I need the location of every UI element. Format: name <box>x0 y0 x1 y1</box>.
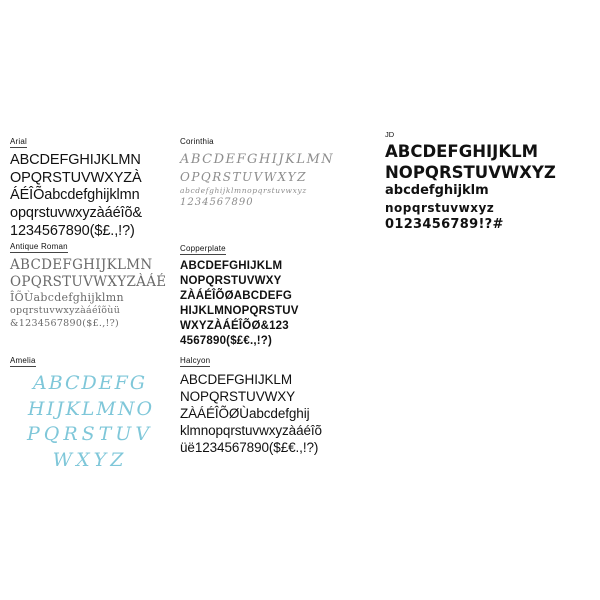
sample-line: ABCDEFGHIJKLMN <box>180 152 335 167</box>
sample-line: nopqrstuvwxyz <box>385 201 495 216</box>
sample-line: ABCDEFGHIJKLM <box>180 372 292 387</box>
sample-line: NOPQRSTUVWXYZ <box>385 162 556 182</box>
sample-line: WXYZÀÁÉÎÕØ&123 <box>180 319 289 332</box>
sample-corinthia <box>180 151 345 210</box>
font-title-jd: JD <box>385 130 395 139</box>
sample-line: klmnopqrstuvwxyzàáéîõ <box>180 423 322 438</box>
sample-line: üё1234567890($£€.,!?) <box>180 440 319 455</box>
sample-line: 1234567890 <box>180 196 254 208</box>
sample-line: NOPQRSTUVWXY <box>180 274 282 287</box>
sample-line: OPQRSTUVWXYZÀÁÉ <box>10 273 167 290</box>
sample-line: ÁÉÎÕabcdefghijklmn <box>10 187 140 204</box>
font-title-halcyon: Halcyon <box>180 356 211 365</box>
sample-line: HIJKLMNO <box>27 397 155 420</box>
sample-line: OPQRSTUVWXYZÀ <box>10 169 142 186</box>
sample-line: HIJKLMNOPQRSTUV <box>180 304 299 317</box>
specimen-amelia <box>10 350 170 474</box>
sample-line: WXYZ <box>52 448 128 471</box>
sample-line: ABCDEFGHIJKLM <box>180 260 283 272</box>
sample-antique-roman <box>10 257 170 331</box>
specimen-halcyon <box>180 350 345 456</box>
specimen-antique-roman <box>10 236 170 331</box>
specimen-corinthia <box>180 131 345 210</box>
sample-line: PQRSTUV <box>26 423 154 446</box>
sample-halcyon <box>180 371 345 456</box>
font-title-amelia: Amelia <box>10 356 36 365</box>
sample-line: abcdefghijklm <box>385 183 489 199</box>
sample-line: ABCDEFG <box>32 372 148 394</box>
sample-arial <box>10 152 170 240</box>
specimen-jd <box>385 124 585 234</box>
sample-line: 0123456789!?# <box>385 217 504 233</box>
font-title-corinthia: Corinthia <box>180 137 214 146</box>
font-title-antique-roman: Antique Roman <box>10 242 68 251</box>
sample-line: ÎÕÙabcdefghijklmn <box>10 290 124 304</box>
sample-line: 4567890($£€.,!?) <box>180 334 273 347</box>
sample-line: ABCDEFGHIJKLMN <box>10 257 153 273</box>
specimen-arial <box>10 131 170 240</box>
sample-line: opqrstuvwxyzàáéîõùü <box>10 305 121 317</box>
sample-jd <box>385 142 585 234</box>
sample-line: ZÀÁÉÎÕØABCDEFG <box>180 289 293 302</box>
sample-line: 1234567890($£.,!?) <box>10 222 135 239</box>
specimen-copperplate <box>180 238 345 349</box>
sample-line: ABCDEFGHIJKLMN <box>10 152 141 168</box>
sample-line: ABCDEFGHIJKLM <box>385 142 539 161</box>
sample-line: abcdefghijklmnopqrstuvwxyz <box>180 185 307 195</box>
font-title-copperplate: Copperplate <box>180 244 226 253</box>
sample-line: OPQRSTUVWXYZ <box>180 169 307 184</box>
sample-copperplate <box>180 259 345 349</box>
sample-line: ZÀÁÉÎÕØÙabcdefghij <box>180 406 310 421</box>
sample-line: NOPQRSTUVWXY <box>180 389 296 404</box>
sample-line: &1234567890($£.,!?) <box>10 317 120 329</box>
sample-amelia <box>10 371 170 474</box>
font-title-arial: Arial <box>10 137 28 146</box>
sample-line: opqrstuvwxyzàáéîõ& <box>10 205 142 222</box>
